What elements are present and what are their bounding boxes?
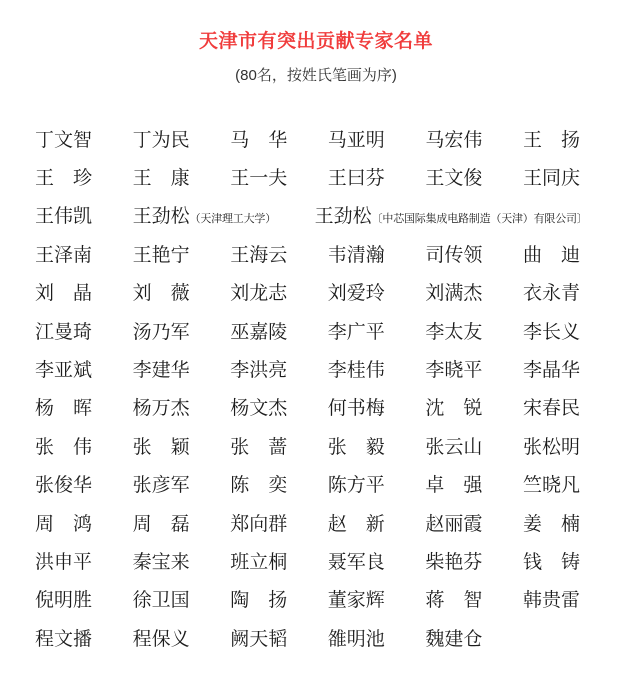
- expert-name: 王劲松: [314, 206, 372, 228]
- expert-name: 王曰芬: [327, 168, 385, 190]
- expert-name-cell: [425, 624, 523, 651]
- expert-name: 周 磊: [132, 513, 190, 535]
- expert-name-cell: [328, 278, 426, 305]
- expert-name: 陶 扬: [230, 590, 288, 612]
- expert-name: 徐卫国: [132, 590, 190, 612]
- expert-name: 程保义: [132, 628, 190, 650]
- expert-name-cell: [133, 240, 231, 267]
- expert-name: 王泽南: [35, 244, 93, 266]
- expert-name-cell: [133, 278, 231, 305]
- expert-name: 丁文智: [35, 129, 93, 151]
- expert-name-cell: [133, 355, 231, 382]
- expert-row: [35, 388, 625, 426]
- affiliation-note: 〔中芯国际集成电路制造（天津）有限公司〕: [371, 213, 588, 226]
- expert-name: 柴艳芬: [425, 551, 483, 573]
- expert-name: 刘 薇: [132, 283, 190, 305]
- expert-row: [35, 426, 625, 464]
- expert-name-cell: [230, 509, 328, 536]
- expert-name-cell: [425, 432, 523, 459]
- expert-name-cell: [230, 240, 328, 267]
- expert-name: 阙天韬: [230, 628, 288, 650]
- expert-name-cell: [230, 278, 328, 305]
- expert-name-cell: [133, 585, 231, 612]
- expert-name: 王伟凯: [35, 206, 93, 228]
- expert-name-cell: [35, 547, 133, 574]
- expert-name-cell: [35, 240, 133, 267]
- expert-name-cell: [523, 125, 621, 152]
- expert-name: 洪申平: [35, 551, 93, 573]
- expert-name: 刘爱玲: [327, 283, 385, 305]
- expert-name-cell: [425, 393, 523, 420]
- expert-name-grid: [35, 119, 625, 656]
- expert-row: [35, 273, 625, 311]
- expert-name-cell: [35, 624, 133, 651]
- expert-name-cell: [133, 393, 231, 420]
- expert-name: 张 伟: [35, 436, 93, 458]
- expert-name: 赵 新: [327, 513, 385, 535]
- expert-name-cell: [230, 317, 328, 344]
- expert-name: 赵丽霞: [425, 513, 483, 535]
- expert-name-cell: [133, 317, 231, 344]
- expert-name: 汤乃军: [132, 321, 190, 343]
- expert-name-cell: [230, 547, 328, 574]
- expert-name-cell: [133, 509, 231, 536]
- expert-name: 丁为民: [132, 129, 190, 151]
- expert-name: 班立桐: [230, 551, 288, 573]
- expert-name: 王艳宁: [132, 244, 190, 266]
- expert-name: 董家辉: [327, 590, 385, 612]
- expert-name: 魏建仓: [425, 628, 483, 650]
- expert-name-cell: [230, 125, 328, 152]
- expert-name-cell: [328, 585, 426, 612]
- expert-name: 张俊华: [35, 475, 93, 497]
- expert-name-cell: [328, 125, 426, 152]
- expert-name: 李长义: [522, 321, 580, 343]
- expert-name: 何书梅: [327, 398, 385, 420]
- expert-name-cell: [133, 201, 315, 228]
- expert-name: 江曼琦: [35, 321, 93, 343]
- expert-name-cell: [425, 125, 523, 152]
- expert-name: 钱 铸: [522, 551, 580, 573]
- expert-row: [35, 196, 625, 234]
- expert-name-cell: [523, 393, 621, 420]
- expert-name: 马亚明: [327, 129, 385, 151]
- expert-row: [35, 234, 625, 272]
- expert-name: 李桂伟: [327, 360, 385, 382]
- expert-name-cell: [133, 125, 231, 152]
- expert-name: 杨 晖: [35, 398, 93, 420]
- expert-name-cell: [35, 125, 133, 152]
- expert-name: 张彦军: [132, 475, 190, 497]
- expert-name: 杨文杰: [230, 398, 288, 420]
- expert-name: 王 扬: [522, 129, 580, 151]
- expert-name-cell: [523, 317, 621, 344]
- expert-row: [35, 503, 625, 541]
- expert-name: 陈 奕: [230, 475, 288, 497]
- expert-name-cell: [425, 278, 523, 305]
- expert-name: 王同庆: [522, 168, 580, 190]
- expert-name-cell: [230, 432, 328, 459]
- expert-name: 周 鸿: [35, 513, 93, 535]
- expert-name-cell: [425, 547, 523, 574]
- expert-name-cell: [133, 432, 231, 459]
- expert-name-cell: [35, 201, 133, 228]
- expert-name-cell: [230, 624, 328, 651]
- expert-name-cell: [328, 355, 426, 382]
- affiliation-note: （天津理工大学）: [189, 213, 277, 226]
- expert-name: 王一夫: [230, 168, 288, 190]
- expert-name: 李广平: [327, 321, 385, 343]
- expert-name: 李太友: [425, 321, 483, 343]
- expert-row: [35, 618, 625, 656]
- expert-name-cell: [523, 355, 621, 382]
- expert-name-cell: [230, 470, 328, 497]
- expert-name-cell: [425, 317, 523, 344]
- expert-name-cell: [328, 163, 426, 190]
- expert-name: 王劲松: [132, 206, 190, 228]
- expert-name-cell: [230, 393, 328, 420]
- expert-name-cell: [133, 624, 231, 651]
- expert-name: 李亚斌: [35, 360, 93, 382]
- expert-name-cell: [133, 163, 231, 190]
- expert-name-cell: [35, 163, 133, 190]
- expert-name: 沈 锐: [425, 398, 483, 420]
- page-title: 天津市有突出贡献专家名单: [198, 31, 433, 52]
- expert-name: 竺晓凡: [522, 475, 580, 497]
- expert-name: 刘龙志: [230, 283, 288, 305]
- expert-name: 张云山: [425, 436, 483, 458]
- expert-name-cell: [35, 585, 133, 612]
- expert-name-cell: [523, 432, 621, 459]
- expert-name-cell: [523, 585, 621, 612]
- expert-name: 刘满杰: [425, 283, 483, 305]
- expert-name-cell: [523, 470, 621, 497]
- expert-row: [35, 541, 625, 579]
- expert-row: [35, 465, 625, 503]
- expert-name-cell: [230, 163, 328, 190]
- expert-name: 王 珍: [35, 168, 93, 190]
- expert-name: 韦清瀚: [327, 244, 385, 266]
- expert-name: 马宏伟: [425, 129, 483, 151]
- expert-name: 陈方平: [327, 475, 385, 497]
- expert-name-cell: [230, 355, 328, 382]
- expert-name-cell: [35, 393, 133, 420]
- expert-name: 聂军良: [327, 551, 385, 573]
- expert-name-cell: [230, 585, 328, 612]
- expert-name: 卓 强: [425, 475, 483, 497]
- page-subtitle: (80名，按姓氏笔画为序): [235, 67, 397, 84]
- expert-name-cell: [35, 317, 133, 344]
- expert-name-cell: [523, 278, 621, 305]
- expert-name-cell: [425, 240, 523, 267]
- expert-row: [35, 157, 625, 195]
- expert-name: 蒋 智: [425, 590, 483, 612]
- expert-name: 李晓平: [425, 360, 483, 382]
- expert-name-cell: [315, 201, 625, 228]
- expert-name-cell: [35, 432, 133, 459]
- expert-name-cell: [523, 509, 621, 536]
- expert-name-cell: [523, 240, 621, 267]
- expert-name-cell: [425, 355, 523, 382]
- expert-name-cell: [425, 470, 523, 497]
- expert-name: 张 蔷: [230, 436, 288, 458]
- expert-name: 雒明池: [327, 628, 385, 650]
- expert-name: 姜 楠: [522, 513, 580, 535]
- expert-name-cell: [133, 547, 231, 574]
- expert-row: [35, 311, 625, 349]
- expert-name-cell: [35, 355, 133, 382]
- expert-name-cell: [35, 470, 133, 497]
- expert-name: 司传领: [425, 244, 483, 266]
- expert-name-cell: [425, 585, 523, 612]
- expert-name: 李洪亮: [230, 360, 288, 382]
- expert-name-cell: [328, 240, 426, 267]
- expert-name: 宋春民: [522, 398, 580, 420]
- expert-name-cell: [328, 547, 426, 574]
- expert-name: 秦宝来: [132, 551, 190, 573]
- expert-name-cell: [133, 470, 231, 497]
- expert-name-cell: [328, 624, 426, 651]
- expert-name: 张松明: [522, 436, 580, 458]
- expert-name-cell: [328, 509, 426, 536]
- expert-name-cell: [328, 317, 426, 344]
- expert-name: 刘 晶: [35, 283, 93, 305]
- expert-name: 韩贵雷: [522, 590, 580, 612]
- expert-name-cell: [328, 393, 426, 420]
- expert-name: 杨万杰: [132, 398, 190, 420]
- expert-name-cell: [523, 547, 621, 574]
- expert-name: 王海云: [230, 244, 288, 266]
- expert-row: [35, 580, 625, 618]
- expert-name: 曲 迪: [522, 244, 580, 266]
- expert-name-cell: [425, 509, 523, 536]
- expert-name: 马 华: [230, 129, 288, 151]
- expert-name: 王文俊: [425, 168, 483, 190]
- expert-name: 张 颖: [132, 436, 190, 458]
- expert-name-cell: [35, 509, 133, 536]
- expert-row: [35, 349, 625, 387]
- expert-name: 李晶华: [522, 360, 580, 382]
- expert-name: 倪明胜: [35, 590, 93, 612]
- expert-name-cell: [523, 163, 621, 190]
- expert-name: 张 毅: [327, 436, 385, 458]
- expert-name-cell: [328, 470, 426, 497]
- expert-name-cell: [35, 278, 133, 305]
- expert-name: 郑向群: [230, 513, 288, 535]
- expert-name: 李建华: [132, 360, 190, 382]
- expert-name-cell: [328, 432, 426, 459]
- expert-row: [35, 119, 625, 157]
- expert-name: 程文播: [35, 628, 93, 650]
- expert-name-cell: [425, 163, 523, 190]
- expert-name: 巫嘉陵: [230, 321, 288, 343]
- expert-name: 衣永青: [522, 283, 580, 305]
- expert-name: 王 康: [132, 168, 190, 190]
